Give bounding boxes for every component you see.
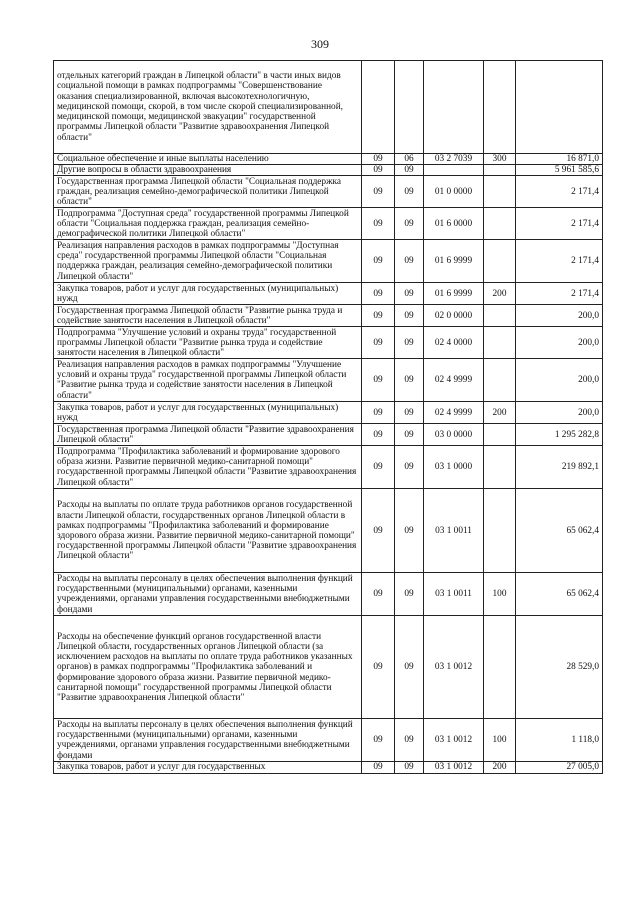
row-target-article: 03 1 0012 <box>424 762 484 773</box>
table-row <box>54 165 603 176</box>
row-target-article: 03 1 0011 <box>424 573 484 616</box>
row-name: отдельных категорий граждан в Липецкой области" в части иных видов социальной помощи в рамках подпрограммы "Совершенствование оказания специализированной, включая высокотехнологичную, медицинской помощи, скорой, в том числе скорой специализированной, медицинской помощи, медицинской эвакуации" государственной программы Липецкой области "Развитие здравоохранения Липецкой области" <box>54 61 362 154</box>
page-number: 309 <box>311 37 329 51</box>
row-target-article: 03 1 0000 <box>424 446 484 489</box>
row-section: 09 <box>362 283 395 305</box>
row-subsection: 09 <box>395 165 424 176</box>
row-target-article: 03 1 0012 <box>424 616 484 719</box>
row-amount: 5 961 585,6 <box>516 165 603 176</box>
row-expense-type <box>484 616 516 719</box>
row-expense-type: 300 <box>484 154 516 165</box>
row-section: 09 <box>362 719 395 762</box>
row-expense-type: 200 <box>484 762 516 773</box>
row-subsection: 09 <box>395 359 424 402</box>
table-row <box>54 573 603 616</box>
row-name: Закупка товаров, работ и услуг для государственных (муниципальных) нужд <box>54 402 362 424</box>
row-expense-type <box>484 208 516 240</box>
row-expense-type <box>484 240 516 283</box>
row-expense-type: 100 <box>484 573 516 616</box>
row-subsection: 09 <box>395 719 424 762</box>
table-row <box>54 616 603 719</box>
table-row <box>54 489 603 573</box>
row-subsection: 09 <box>395 402 424 424</box>
table-row <box>54 424 603 446</box>
row-section: 09 <box>362 402 395 424</box>
row-expense-type <box>484 165 516 176</box>
table-row <box>54 240 603 283</box>
row-section: 09 <box>362 616 395 719</box>
row-expense-type: 100 <box>484 719 516 762</box>
table-row <box>54 719 603 762</box>
row-target-article: 03 1 0012 <box>424 719 484 762</box>
row-amount: 200,0 <box>516 402 603 424</box>
row-section: 09 <box>362 176 395 208</box>
row-target-article: 01 0 0000 <box>424 176 484 208</box>
row-subsection: 09 <box>395 327 424 359</box>
row-name: Подпрограмма "Улучшение условий и охраны труда" государственной программы Липецкой области "Развитие рынка труда и содействие занятости населения в Липецкой области" <box>54 327 362 359</box>
row-expense-type: 200 <box>484 402 516 424</box>
row-amount: 1 118,0 <box>516 719 603 762</box>
row-subsection <box>395 61 424 154</box>
table-row <box>54 283 603 305</box>
row-section: 09 <box>362 489 395 573</box>
table-row <box>54 402 603 424</box>
row-amount: 65 062,4 <box>516 489 603 573</box>
row-section: 09 <box>362 327 395 359</box>
row-name: Расходы на обеспечение функций органов государственной власти Липецкой области, государственных органов Липецкой области (за исключением расходов на выплаты по оплате труда работников указанных органов) в рамках подпрограммы "Профилактика заболеваний и формирование здорового образа жизни. Развитие первичной медико-санитарной помощи" государственной программы Липецкой области "Развитие здравоохранения Липецкой области" <box>54 616 362 719</box>
row-amount: 16 871,0 <box>516 154 603 165</box>
budget-table <box>53 60 603 774</box>
row-subsection: 09 <box>395 208 424 240</box>
row-target-article <box>424 165 484 176</box>
table-row <box>54 305 603 327</box>
row-amount: 2 171,4 <box>516 208 603 240</box>
row-name: Подпрограмма "Профилактика заболеваний и формирование здорового образа жизни. Развитие первичной медико-санитарной помощи" государственной программы Липецкой области "Развитие здравоохранения Липецкой области" <box>54 446 362 489</box>
table-row <box>54 154 603 165</box>
table-row <box>54 176 603 208</box>
row-subsection: 09 <box>395 424 424 446</box>
row-expense-type <box>484 446 516 489</box>
row-amount: 28 529,0 <box>516 616 603 719</box>
table-row <box>54 762 603 773</box>
row-target-article <box>424 61 484 154</box>
row-name: Государственная программа Липецкой области "Развитие рынка труда и содействие занятости населения в Липецкой области" <box>54 305 362 327</box>
row-target-article: 02 0 0000 <box>424 305 484 327</box>
row-amount: 2 171,4 <box>516 240 603 283</box>
row-subsection: 09 <box>395 176 424 208</box>
row-section: 09 <box>362 165 395 176</box>
row-expense-type <box>484 424 516 446</box>
row-target-article: 02 4 9999 <box>424 402 484 424</box>
row-target-article: 03 2 7039 <box>424 154 484 165</box>
row-name: Реализация направления расходов в рамках подпрограммы "Улучшение условий и охраны труда" государственной программы Липецкой области "Развитие рынка труда и содействие занятости населения в Липецкой области" <box>54 359 362 402</box>
row-subsection: 09 <box>395 305 424 327</box>
row-expense-type <box>484 176 516 208</box>
row-section: 09 <box>362 305 395 327</box>
table-row <box>54 359 603 402</box>
row-section: 09 <box>362 208 395 240</box>
row-subsection: 09 <box>395 616 424 719</box>
row-target-article: 01 6 9999 <box>424 240 484 283</box>
row-amount: 219 892,1 <box>516 446 603 489</box>
row-subsection: 09 <box>395 240 424 283</box>
table-row <box>54 446 603 489</box>
row-target-article: 03 1 0011 <box>424 489 484 573</box>
row-amount: 1 295 282,8 <box>516 424 603 446</box>
row-section: 09 <box>362 359 395 402</box>
row-section: 09 <box>362 240 395 283</box>
row-target-article: 03 0 0000 <box>424 424 484 446</box>
row-name: Государственная программа Липецкой области "Развитие здравоохранения Липецкой области" <box>54 424 362 446</box>
table-row <box>54 61 603 154</box>
row-expense-type <box>484 327 516 359</box>
row-section: 09 <box>362 762 395 773</box>
row-target-article: 02 4 9999 <box>424 359 484 402</box>
row-name: Социальное обеспечение и иные выплаты населению <box>54 154 362 165</box>
row-subsection: 09 <box>395 283 424 305</box>
table-row <box>54 208 603 240</box>
row-amount: 65 062,4 <box>516 573 603 616</box>
row-name: Закупка товаров, работ и услуг для государственных (муниципальных) нужд <box>54 283 362 305</box>
row-section: 09 <box>362 573 395 616</box>
row-amount: 2 171,4 <box>516 283 603 305</box>
row-name: Расходы на выплаты по оплате труда работников органов государственной власти Липецкой области, государственных органов Липецкой области в рамках подпрограммы "Профилактика заболеваний и формирование здорового образа жизни. Развитие первичной медико-санитарной помощи" государственной программы Липецкой области "Развитие здравоохранения Липецкой области" <box>54 489 362 573</box>
row-name: Реализация направления расходов в рамках подпрограммы "Доступная среда" государственной программы Липецкой области "Социальная поддержка граждан, реализация семейно-демографической политики Липецкой области" <box>54 240 362 283</box>
row-section: 09 <box>362 446 395 489</box>
row-subsection: 09 <box>395 446 424 489</box>
table-row <box>54 327 603 359</box>
row-expense-type <box>484 359 516 402</box>
row-target-article: 01 6 0000 <box>424 208 484 240</box>
row-amount: 200,0 <box>516 327 603 359</box>
row-expense-type: 200 <box>484 283 516 305</box>
row-subsection: 09 <box>395 573 424 616</box>
row-expense-type <box>484 61 516 154</box>
row-target-article: 02 4 0000 <box>424 327 484 359</box>
row-section: 09 <box>362 424 395 446</box>
row-subsection: 06 <box>395 154 424 165</box>
row-section: 09 <box>362 154 395 165</box>
row-expense-type <box>484 489 516 573</box>
row-expense-type <box>484 305 516 327</box>
row-name: Государственная программа Липецкой области "Социальная поддержка граждан, реализация семейно-демографической политики Липецкой области" <box>54 176 362 208</box>
row-amount: 2 171,4 <box>516 176 603 208</box>
row-name: Расходы на выплаты персоналу в целях обеспечения выполнения функций государственными (муниципальными) органами, казенными учреждениями, органами управления государственными внебюджетными фондами <box>54 719 362 762</box>
row-amount: 200,0 <box>516 359 603 402</box>
row-name: Закупка товаров, работ и услуг для государственных <box>54 762 362 773</box>
row-amount: 27 005,0 <box>516 762 603 773</box>
row-target-article: 01 6 9999 <box>424 283 484 305</box>
row-amount <box>516 61 603 154</box>
row-name: Расходы на выплаты персоналу в целях обеспечения выполнения функций государственными (муниципальными) органами, казенными учреждениями, органами управления государственными внебюджетными фондами <box>54 573 362 616</box>
row-name: Другие вопросы в области здравоохранения <box>54 165 362 176</box>
row-subsection: 09 <box>395 489 424 573</box>
row-subsection: 09 <box>395 762 424 773</box>
row-amount: 200,0 <box>516 305 603 327</box>
row-section <box>362 61 395 154</box>
row-name: Подпрограмма "Доступная среда" государственной программы Липецкой области "Социальная поддержка граждан, реализация семейно-демографической политики Липецкой области" <box>54 208 362 240</box>
